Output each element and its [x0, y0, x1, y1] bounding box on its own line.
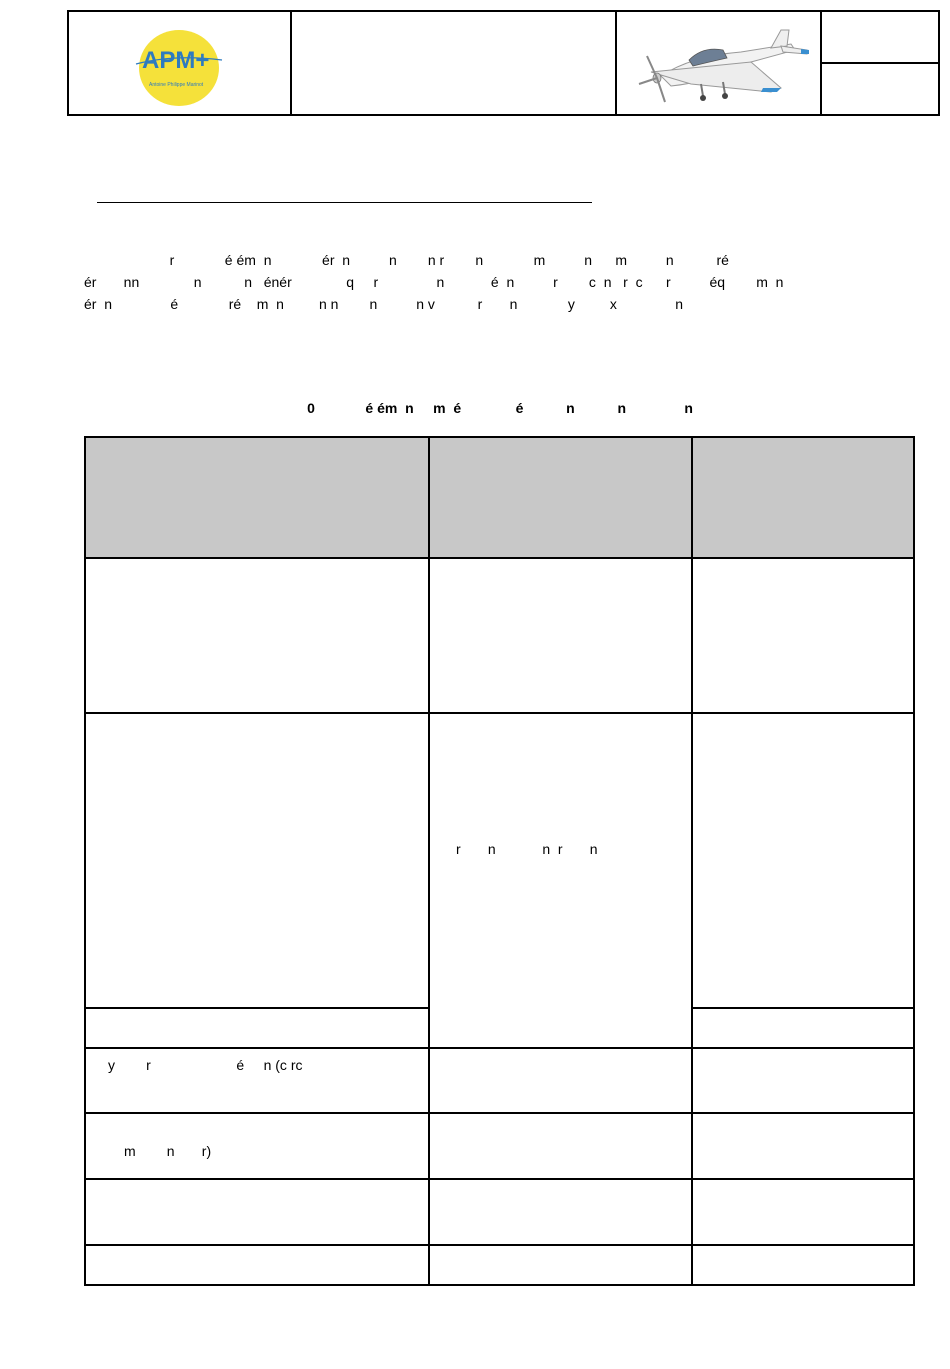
table-caption: 0 é ém n m é é n n n	[307, 400, 693, 416]
airplane-image	[631, 26, 811, 106]
apm-logo	[134, 26, 224, 106]
document-header	[67, 10, 940, 116]
section-title-underline	[97, 202, 592, 203]
table-cell-r4-c1: y r é n (c rc	[108, 1057, 303, 1073]
table-col-divider-1	[428, 436, 430, 1286]
intro-line-1: r é ém n ér n n n r n m n m n ré	[84, 252, 729, 268]
table-row-divider-6	[84, 1244, 915, 1246]
table-cell-r5-c1: m n r)	[124, 1143, 212, 1159]
logo-text: APM+	[142, 47, 210, 74]
intro-line-2: ér nn n n énér q r n é n r c n r c r éq m n	[84, 274, 784, 290]
intro-line-3: ér n é ré m n n n n n v r n y x n	[84, 296, 684, 312]
table-row-divider-1	[84, 712, 915, 714]
header-meta-bottom	[822, 64, 938, 114]
intro-paragraph	[84, 249, 904, 315]
header-image-cell	[617, 12, 822, 114]
header-meta-top	[822, 12, 938, 64]
table-row-divider-2a	[84, 1007, 429, 1009]
logo-subtext: Antoine Philippe Marinot	[149, 82, 204, 88]
table-cell-r2-c2: r n n r n	[456, 841, 598, 857]
table-col-divider-2	[691, 436, 693, 1286]
table-row-divider-3	[84, 1047, 915, 1049]
table-row-divider-header	[84, 557, 915, 559]
header-meta-cell	[822, 12, 938, 114]
requirements-table	[84, 436, 915, 1286]
header-logo-cell	[69, 12, 292, 114]
table-row-divider-4	[84, 1112, 915, 1114]
table-row-divider-2b	[691, 1007, 915, 1009]
table-row-divider-5	[84, 1178, 915, 1180]
header-title-cell	[292, 12, 617, 114]
